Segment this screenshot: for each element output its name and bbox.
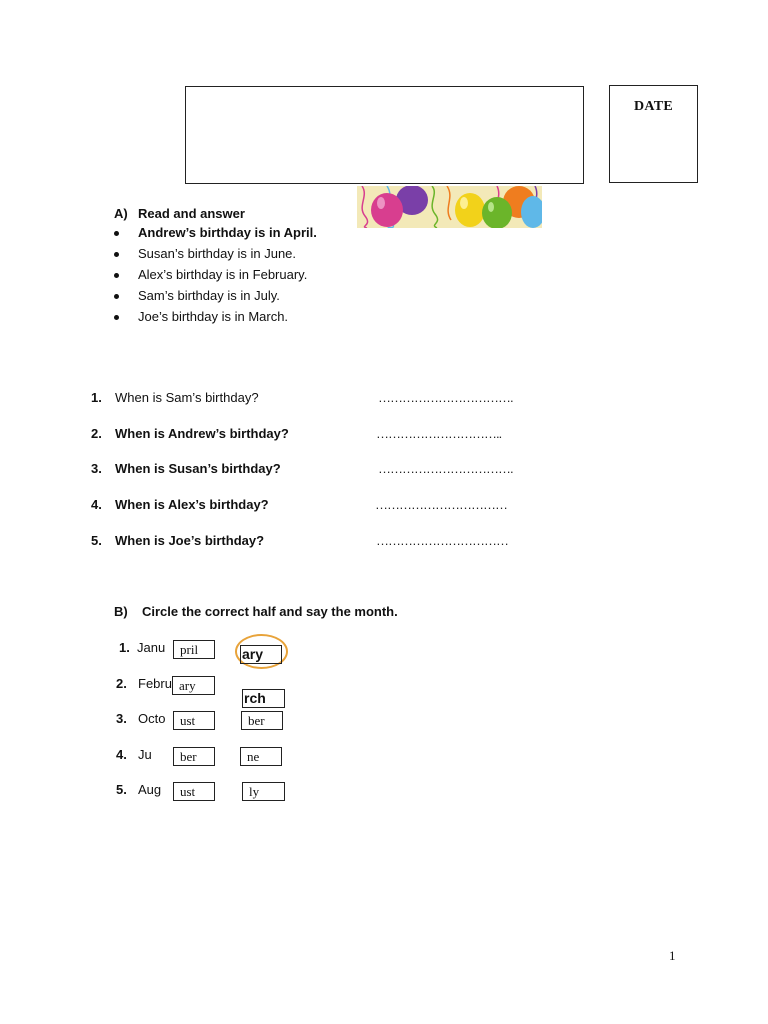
question-text: When is Sam’s birthday? [115, 390, 259, 405]
answer-blank[interactable]: ……………………………. [378, 461, 513, 476]
question-text: When is Andrew’s birthday? [115, 426, 289, 441]
page-number: 1 [669, 948, 676, 963]
left-half-box[interactable]: ust [173, 711, 215, 730]
section-a-letter: A) [114, 206, 128, 221]
question-text: When is Susan’s birthday? [115, 461, 281, 476]
answer-blank[interactable]: ……………………………. [378, 390, 513, 405]
answer-blank[interactable]: …………………………… [376, 533, 508, 548]
list-item [114, 246, 374, 267]
bullet-icon [114, 315, 119, 320]
answer-blank[interactable]: …………………………… [375, 497, 507, 512]
question-number: 1. [91, 390, 102, 405]
right-half-box[interactable]: ber [241, 711, 283, 730]
left-half-box[interactable]: ary [172, 676, 215, 695]
section-b-title: Circle the correct half and say the month. [142, 604, 398, 619]
row-number: 2. [116, 676, 127, 691]
bullet-icon [114, 252, 119, 257]
bullet-icon [114, 273, 119, 278]
balloon-green-icon [482, 197, 512, 228]
left-half-box[interactable]: pril [173, 640, 215, 659]
right-half-box[interactable]: ly [242, 782, 285, 801]
section-b-letter: B) [114, 604, 128, 619]
balloon-pink-icon [371, 193, 403, 227]
fact-text: Andrew’s birthday is in April. [138, 225, 317, 240]
bullet-icon [114, 231, 119, 236]
row-number: 5. [116, 782, 127, 797]
month-stem: Ju [138, 747, 152, 762]
row-number: 4. [116, 747, 127, 762]
fact-list [114, 225, 374, 330]
list-item [114, 288, 374, 309]
left-half-box[interactable]: ust [173, 782, 215, 801]
month-stem: Febru [138, 676, 172, 691]
fact-text: Alex’s birthday is in February. [138, 267, 308, 282]
fact-text: Sam’s birthday is in July. [138, 288, 280, 303]
name-box[interactable] [185, 86, 584, 184]
date-label: DATE [633, 99, 674, 114]
month-stem: Janu [137, 640, 166, 655]
list-item [114, 267, 374, 288]
question-number: 5. [91, 533, 102, 548]
list-item [114, 309, 374, 330]
question-number: 3. [91, 461, 102, 476]
balloons-banner-image [357, 186, 542, 228]
question-number: 4. [91, 497, 102, 512]
date-box[interactable] [609, 85, 698, 183]
question-text: When is Joe’s birthday? [115, 533, 265, 548]
month-stem: Octo [138, 711, 166, 726]
bullet-icon [114, 294, 119, 299]
question-number: 2. [91, 426, 102, 441]
question-text: When is Alex’s birthday? [115, 497, 269, 512]
answer-blank[interactable]: ………………………….. [376, 426, 502, 441]
right-half-box[interactable]: ary [240, 645, 282, 664]
left-half-box[interactable]: ber [173, 747, 215, 766]
row-number: 1. [119, 640, 130, 655]
fact-text: Joe’s birthday is in March. [138, 309, 289, 324]
right-half-box[interactable]: rch [242, 689, 285, 708]
fact-text: Susan’s birthday is in June. [138, 246, 297, 261]
section-a-title: Read and answer [138, 206, 245, 221]
list-item [114, 225, 374, 246]
right-half-box[interactable]: ne [240, 747, 282, 766]
row-number: 3. [116, 711, 127, 726]
month-stem: Aug [138, 782, 162, 797]
balloon-yellow-icon [455, 193, 485, 227]
